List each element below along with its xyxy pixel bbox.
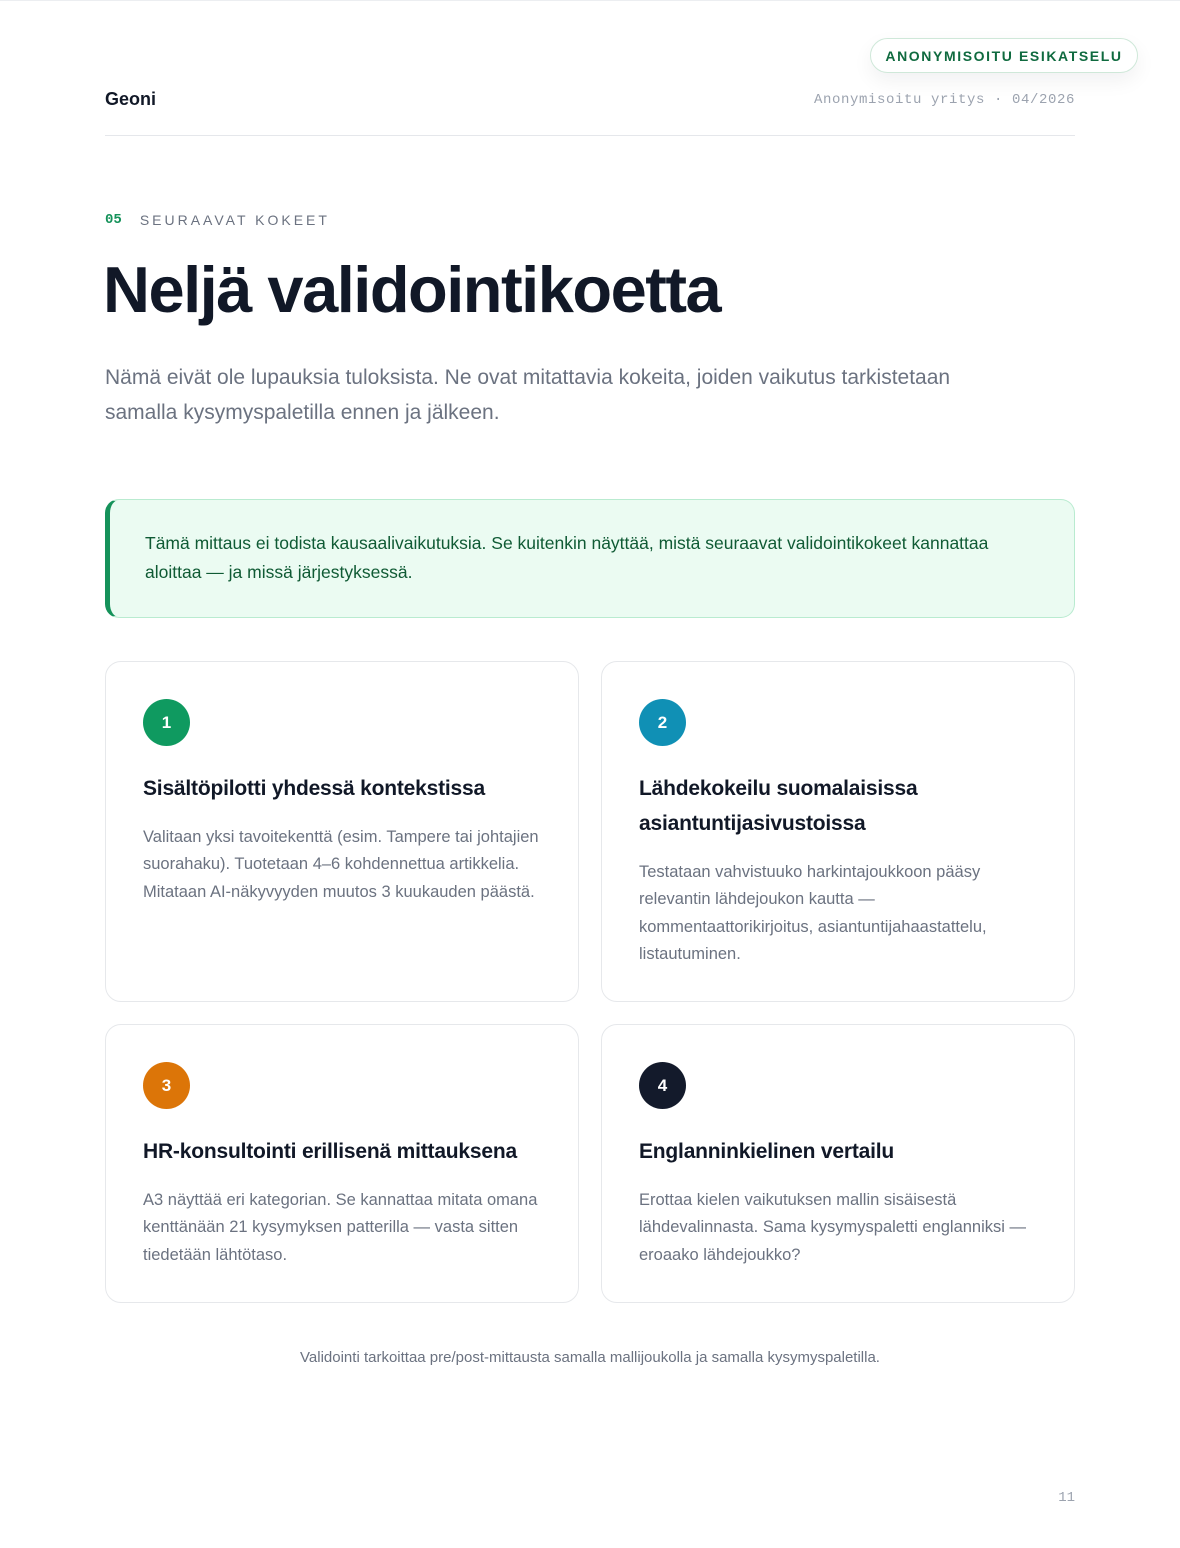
card-number-badge: 2 (639, 699, 686, 746)
header-divider (105, 135, 1075, 136)
footnote: Validointi tarkoittaa pre/post-mittausta samalla mallijoukolla ja samalla kysymyspaletilla. (300, 1349, 880, 1366)
intro-paragraph: Nämä eivät ole lupauksia tuloksista. Ne ovat mitattavia kokeita, joiden vaikutus tarkistetaan samalla kysymyspaletilla ennen ja jälkeen. (105, 366, 951, 424)
experiment-card-1 (105, 661, 579, 1002)
top-edge-line (0, 0, 1180, 1)
card-body: A3 näyttää eri kategorian. Se kannattaa mitata omana kenttänään 21 kysymyksen patterilla — vasta sitten tiedetään lähtötaso. (143, 1191, 538, 1264)
preview-badge: ANONYMISOITU ESIKATSELU (870, 38, 1138, 73)
brand-name: Geoni (105, 89, 157, 109)
experiment-card-4 (601, 1024, 1075, 1303)
card-title: Sisältöpilotti yhdessä kontekstissa (143, 777, 485, 800)
card-title: HR-konsultointi erillisenä mittauksena (143, 1140, 517, 1163)
card-number-badge: 1 (143, 699, 190, 746)
section-name: SEURAAVAT KOKEET (139, 212, 330, 228)
page-title: Neljä validointikoetta (103, 253, 721, 326)
experiment-card-2 (601, 661, 1075, 1002)
page-number: 11 (1058, 1490, 1075, 1506)
section-number: 05 (105, 212, 122, 228)
card-body: Testataan vahvistuuko harkintajoukkoon pääsy relevantin lähdejoukon kautta — kommentaattorikirjoitus, asiantuntijahaastattelu, listautuminen. (639, 863, 987, 963)
callout-box (105, 499, 1075, 618)
card-title: Englanninkielinen vertailu (639, 1140, 895, 1163)
card-number-badge: 3 (143, 1062, 190, 1109)
section-label (105, 212, 330, 228)
document-meta: Anonymisoitu yritys · 04/2026 (813, 92, 1075, 108)
callout-text: Tämä mittaus ei todista kausaalivaikutuksia. Se kuitenkin näyttää, mistä seuraavat validointikokeet kannattaa aloittaa — ja missä järjestyksessä. (145, 533, 989, 582)
card-number-badge: 4 (639, 1062, 686, 1109)
experiment-card-3 (105, 1024, 579, 1303)
card-title: Lähdekokeilu suomalaisissa asiantuntijasivustoissa (639, 777, 918, 835)
card-body: Valitaan yksi tavoitekenttä (esim. Tampere tai johtajien suorahaku). Tuotetaan 4–6 kohdennettua artikkelia. Mitataan AI-näkyvyyden muutos 3 kuukauden päästä. (143, 828, 539, 901)
card-body: Erottaa kielen vaikutuksen mallin sisäisestä lähdevalinnasta. Sama kysymyspaletti englanniksi — eroaako lähdejoukko? (639, 1191, 1027, 1264)
